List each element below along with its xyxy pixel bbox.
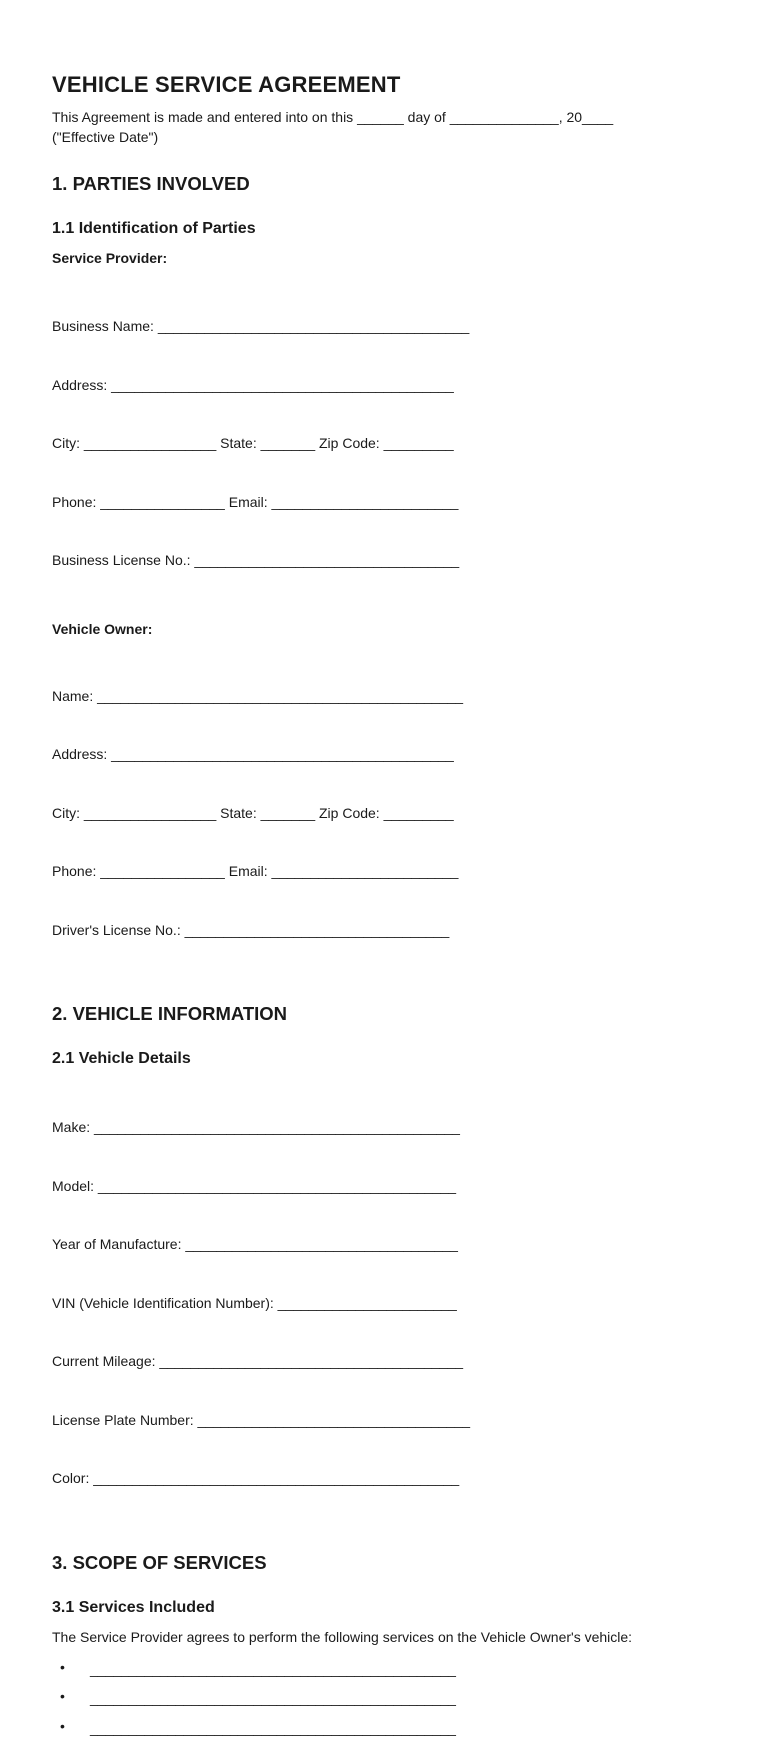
service-blank-line[interactable]: _______________________________________________ [90, 1690, 456, 1706]
document-page [52, 70, 742, 1748]
subsection-heading-identification: 1.1 Identification of Parties [52, 218, 742, 240]
form-field-line[interactable]: Color: _______________________________________________ [52, 1469, 742, 1489]
form-field-line[interactable]: Address: ____________________________________________ [52, 745, 742, 765]
form-field-line[interactable]: Make: _______________________________________________ [52, 1118, 742, 1138]
form-field-line[interactable]: Name: _______________________________________________ [52, 687, 742, 707]
services-list [52, 1660, 742, 1748]
form-field-line[interactable]: City: _________________ State: _______ Zip Code: _________ [52, 804, 742, 824]
form-field-line[interactable]: City: _________________ State: _______ Zip Code: _________ [52, 434, 742, 454]
form-field-line[interactable]: Year of Manufacture: ___________________________________ [52, 1235, 742, 1255]
services-intro-paragraph: The Service Provider agrees to perform the following services on the Vehicle Owner's vehicle: [52, 1628, 742, 1647]
section-heading-scope: 3. SCOPE OF SERVICES [52, 1551, 742, 1575]
subsection-heading-vehicle-details: 2.1 Vehicle Details [52, 1048, 742, 1070]
form-field-line[interactable]: Address: ____________________________________________ [52, 376, 742, 396]
form-field-line[interactable]: VIN (Vehicle Identification Number): _______________________ [52, 1294, 742, 1314]
list-item[interactable] [52, 1719, 742, 1748]
section-heading-parties: 1. PARTIES INVOLVED [52, 172, 742, 196]
vehicle-owner-label: Vehicle Owner: [52, 620, 742, 639]
intro-paragraph [52, 108, 742, 147]
bullet-icon: • [60, 1717, 65, 1736]
service-provider-fields [52, 278, 742, 610]
form-field-line[interactable]: License Plate Number: ___________________________________ [52, 1411, 742, 1431]
list-item[interactable] [52, 1689, 742, 1719]
vehicle-owner-fields [52, 648, 742, 980]
form-field-line[interactable]: Phone: ________________ Email: ________________________ [52, 493, 742, 513]
intro-line-1: This Agreement is made and entered into on this ______ day of ______________, 20____ [52, 108, 742, 128]
section-heading-vehicle: 2. VEHICLE INFORMATION [52, 1002, 742, 1026]
form-field-line[interactable]: Business Name: ________________________________________ [52, 317, 742, 337]
service-blank-line[interactable]: _______________________________________________ [90, 1720, 456, 1736]
intro-line-2: ("Effective Date") [52, 128, 742, 148]
document-title: VEHICLE SERVICE AGREEMENT [52, 70, 742, 100]
form-field-line[interactable]: Current Mileage: _______________________________________ [52, 1352, 742, 1372]
form-field-line[interactable]: Business License No.: __________________________________ [52, 551, 742, 571]
form-field-line[interactable]: Driver's License No.: __________________________________ [52, 921, 742, 941]
list-item[interactable] [52, 1660, 742, 1690]
subsection-heading-services-included: 3.1 Services Included [52, 1597, 742, 1619]
form-field-line[interactable]: Phone: ________________ Email: ________________________ [52, 862, 742, 882]
service-blank-line[interactable]: _______________________________________________ [90, 1661, 456, 1677]
form-field-line[interactable]: Model: ______________________________________________ [52, 1177, 742, 1197]
bullet-icon: • [60, 1658, 65, 1677]
bullet-icon: • [60, 1687, 65, 1706]
service-provider-label: Service Provider: [52, 249, 742, 268]
vehicle-fields [52, 1079, 742, 1528]
